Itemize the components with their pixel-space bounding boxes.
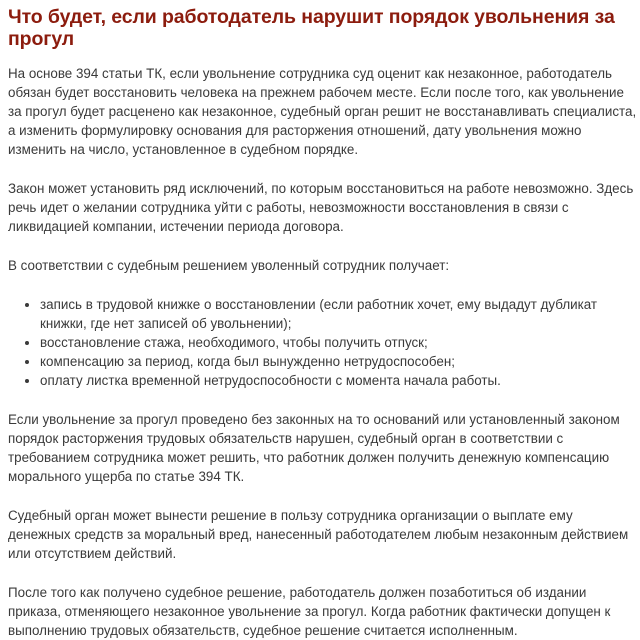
article-paragraph-3: В соответствии с судебным решением уволенный сотрудник получает: bbox=[8, 258, 450, 273]
list-item: • запись в трудовой книжке о восстановлении (если работник хочет, ему выдадут дубликат книжки, где нет записей об увольнении); bbox=[40, 295, 637, 333]
article-paragraph-1: На основе 394 статьи ТК, если увольнение сотрудника суд оценит как незаконное, работодатель обязан будет восстановить человека на прежнем рабочем месте. Если после того, как увольнение за прогул будет расценено как незаконное, судебный орган решит не восстанавливать специалиста, а изменить формулировку основания для расторжения отношений, дату увольнения можно изменить на число, установленное в судебном порядке. bbox=[8, 66, 637, 157]
list-item: • оплату листка временной нетрудоспособности с момента начала работы. bbox=[40, 371, 637, 390]
benefits-list bbox=[8, 295, 637, 390]
article-paragraph-4: Если увольнение за прогул проведено без законных на то оснований или установленный законом порядок расторжения трудовых обязательств нарушен, судебный орган в соответствии с требованием сотрудника может решить, что работник должен получить денежную компенсацию морального ущерба по статье 394 ТК. bbox=[8, 412, 620, 484]
article-paragraph-5: Судебный орган может вынести решение в пользу сотрудника организации о выплате ему денежных средств за моральный вред, нанесенный работодателем любым незаконным действием или отсутствием действий. bbox=[8, 508, 629, 561]
article-paragraph-6: После того как получено судебное решение, работодатель должен позаботиться об издании приказа, отменяющего незаконное увольнение за прогул. Когда работник фактически допущен к выполнению трудовых обязательств, судебное решение считается исполненным. bbox=[8, 585, 611, 638]
list-item: • компенсацию за период, когда был вынужденно нетрудоспособен; bbox=[40, 352, 637, 371]
list-item: • восстановление стажа, необходимого, чтобы получить отпуск; bbox=[40, 333, 637, 352]
article-paragraph-2: Закон может установить ряд исключений, по которым восстановиться на работе невозможно. Здесь речь идет о желании сотрудника уйти с работы, невозможности восстановления в связи с ликвидацией компании, истечении периода договора. bbox=[8, 181, 634, 234]
article-title: Что будет, если работодатель нарушит порядок увольнения за прогул bbox=[8, 6, 615, 50]
